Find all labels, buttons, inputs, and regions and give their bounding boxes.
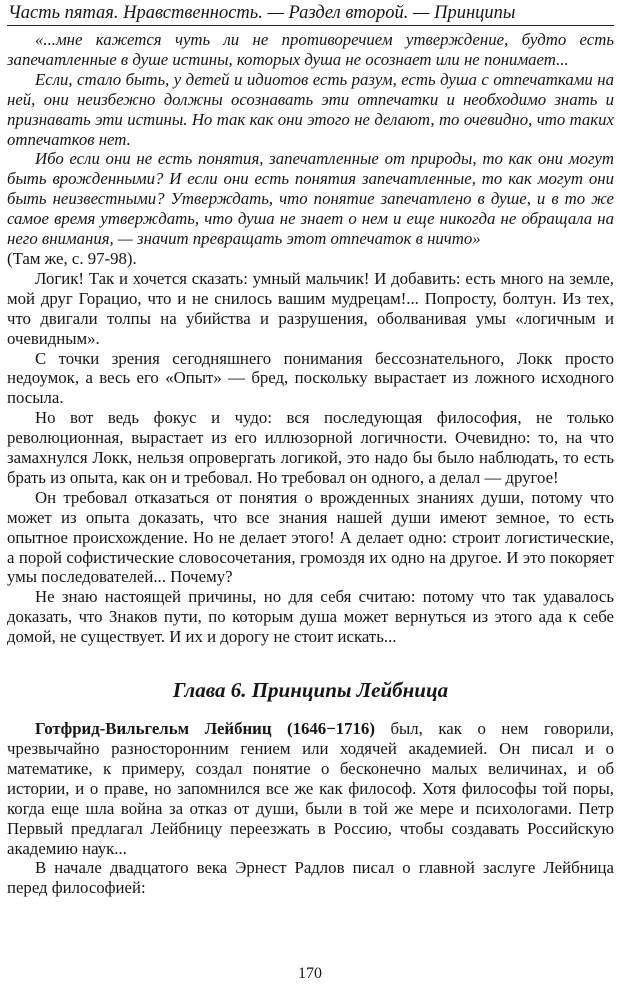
page-body (7, 30, 614, 898)
chapter-paragraph-1-text: был, как о нем говорили, чрезвычайно разносторонним гением или ходячей академией. Он писал и о математике, к примеру, создал понятие о бесконечно малых величинах, и об истории, и о праве, но запомнился все же как философ. Хотя философы той поры, когда еще шла война за отказ от души, были в той же мере и психологами. Петр Первый предлагал Лейбницу переезжать в Россию, чтобы создавать Российскую академию наук... (7, 719, 614, 858)
chapter-paragraph-1 (7, 719, 614, 858)
body-paragraph-4: Он требовал отказаться от понятия о врожденных знаниях души, потому что может из опыта доказать, что все знания нашей души имеют земное, то есть опытное происхождение. Но не делает этого! А делает одно: строит логистические, а порой софистические словосочетания, громоздя их одно на другое. И это покоряет умы последователей... Почему? (7, 487, 614, 587)
block-quote (7, 30, 614, 249)
quote-source: (Там же, с. 97-98). (7, 248, 137, 268)
body-paragraph-3: Но вот ведь фокус и чудо: вся последующая философия, не только революционная, вырастает из его иллюзорной логичности. Очевидно: то, на что замахнулся Локк, нельзя опровергать логикой, это надо бы было наблюдать, то есть брать из опыта, как он и требовал. Но требовал он одного, а делал — другое! (7, 408, 614, 487)
heading-gap (7, 702, 614, 719)
section-gap (7, 647, 614, 678)
chapter-paragraph-2: В начале двадцатого века Эрнест Радлов писал о главной заслуге Лейбница перед философией: (7, 858, 614, 898)
header-rule (7, 25, 614, 26)
body-paragraph-2: С точки зрения сегодняшнего понимания бессознательного, Локк просто недоумок, а весь его «Опыт» — бред, поскольку вырастает из ложного исходного посыла. (7, 348, 614, 408)
bold-lead-name: Готфрид-Вильгельм Лейбниц (1646−1716) (35, 719, 375, 739)
body-paragraph-1: Логик! Так и хочется сказать: умный мальчик! И добавить: есть много на земле, мой друг Горацио, что и не снилось вашим мудрецам!... Попросту, болтун. Из тех, что двигали толпы на убийства и разрушения, оболванивая умы «логичным и очевидным». (7, 268, 614, 348)
quote-paragraph-2: Если, стало быть, у детей и идиотов есть разум, есть душа с отпечатками на ней, они неизбежно должны осознавать эти отпечатки и необходимо знать и признавать эти истины. Но так как они этого не делают, то очевидно, что таких отпечатков нет. (7, 69, 614, 149)
page-number: 170 (298, 965, 322, 982)
chapter-heading: Глава 6. Принципы Лейбница (172, 678, 449, 703)
body-paragraph-5: Не знаю настоящей причины, но для себя считаю: потому что так удавалось доказать, что Знаков пути, по которым душа может вернуться из этого ада к себе домой, не существует. И их и дорогу не стоит искать... (7, 587, 614, 647)
running-header: Часть пятая. Нравственность. — Раздел второй. — Принципы (8, 3, 516, 23)
quote-paragraph-3: Ибо если они не есть понятия, запечатленные от природы, то как они могут быть врожденными? И если они есть понятия запечатленные, то как могут они быть неизвестными? Утверждать, что понятие запечатлено в душе, и в то же самое время утверждать, что душа не знает о нем и еще никогда не обращала на него внимания, — значит превращать этот отпечаток в ничто» (7, 149, 614, 249)
quote-paragraph-1: «...мне кажется чуть ли не противоречием утверждение, будто есть запечатленные в душе истины, которых душа не осознает или не понимает... (7, 30, 614, 69)
